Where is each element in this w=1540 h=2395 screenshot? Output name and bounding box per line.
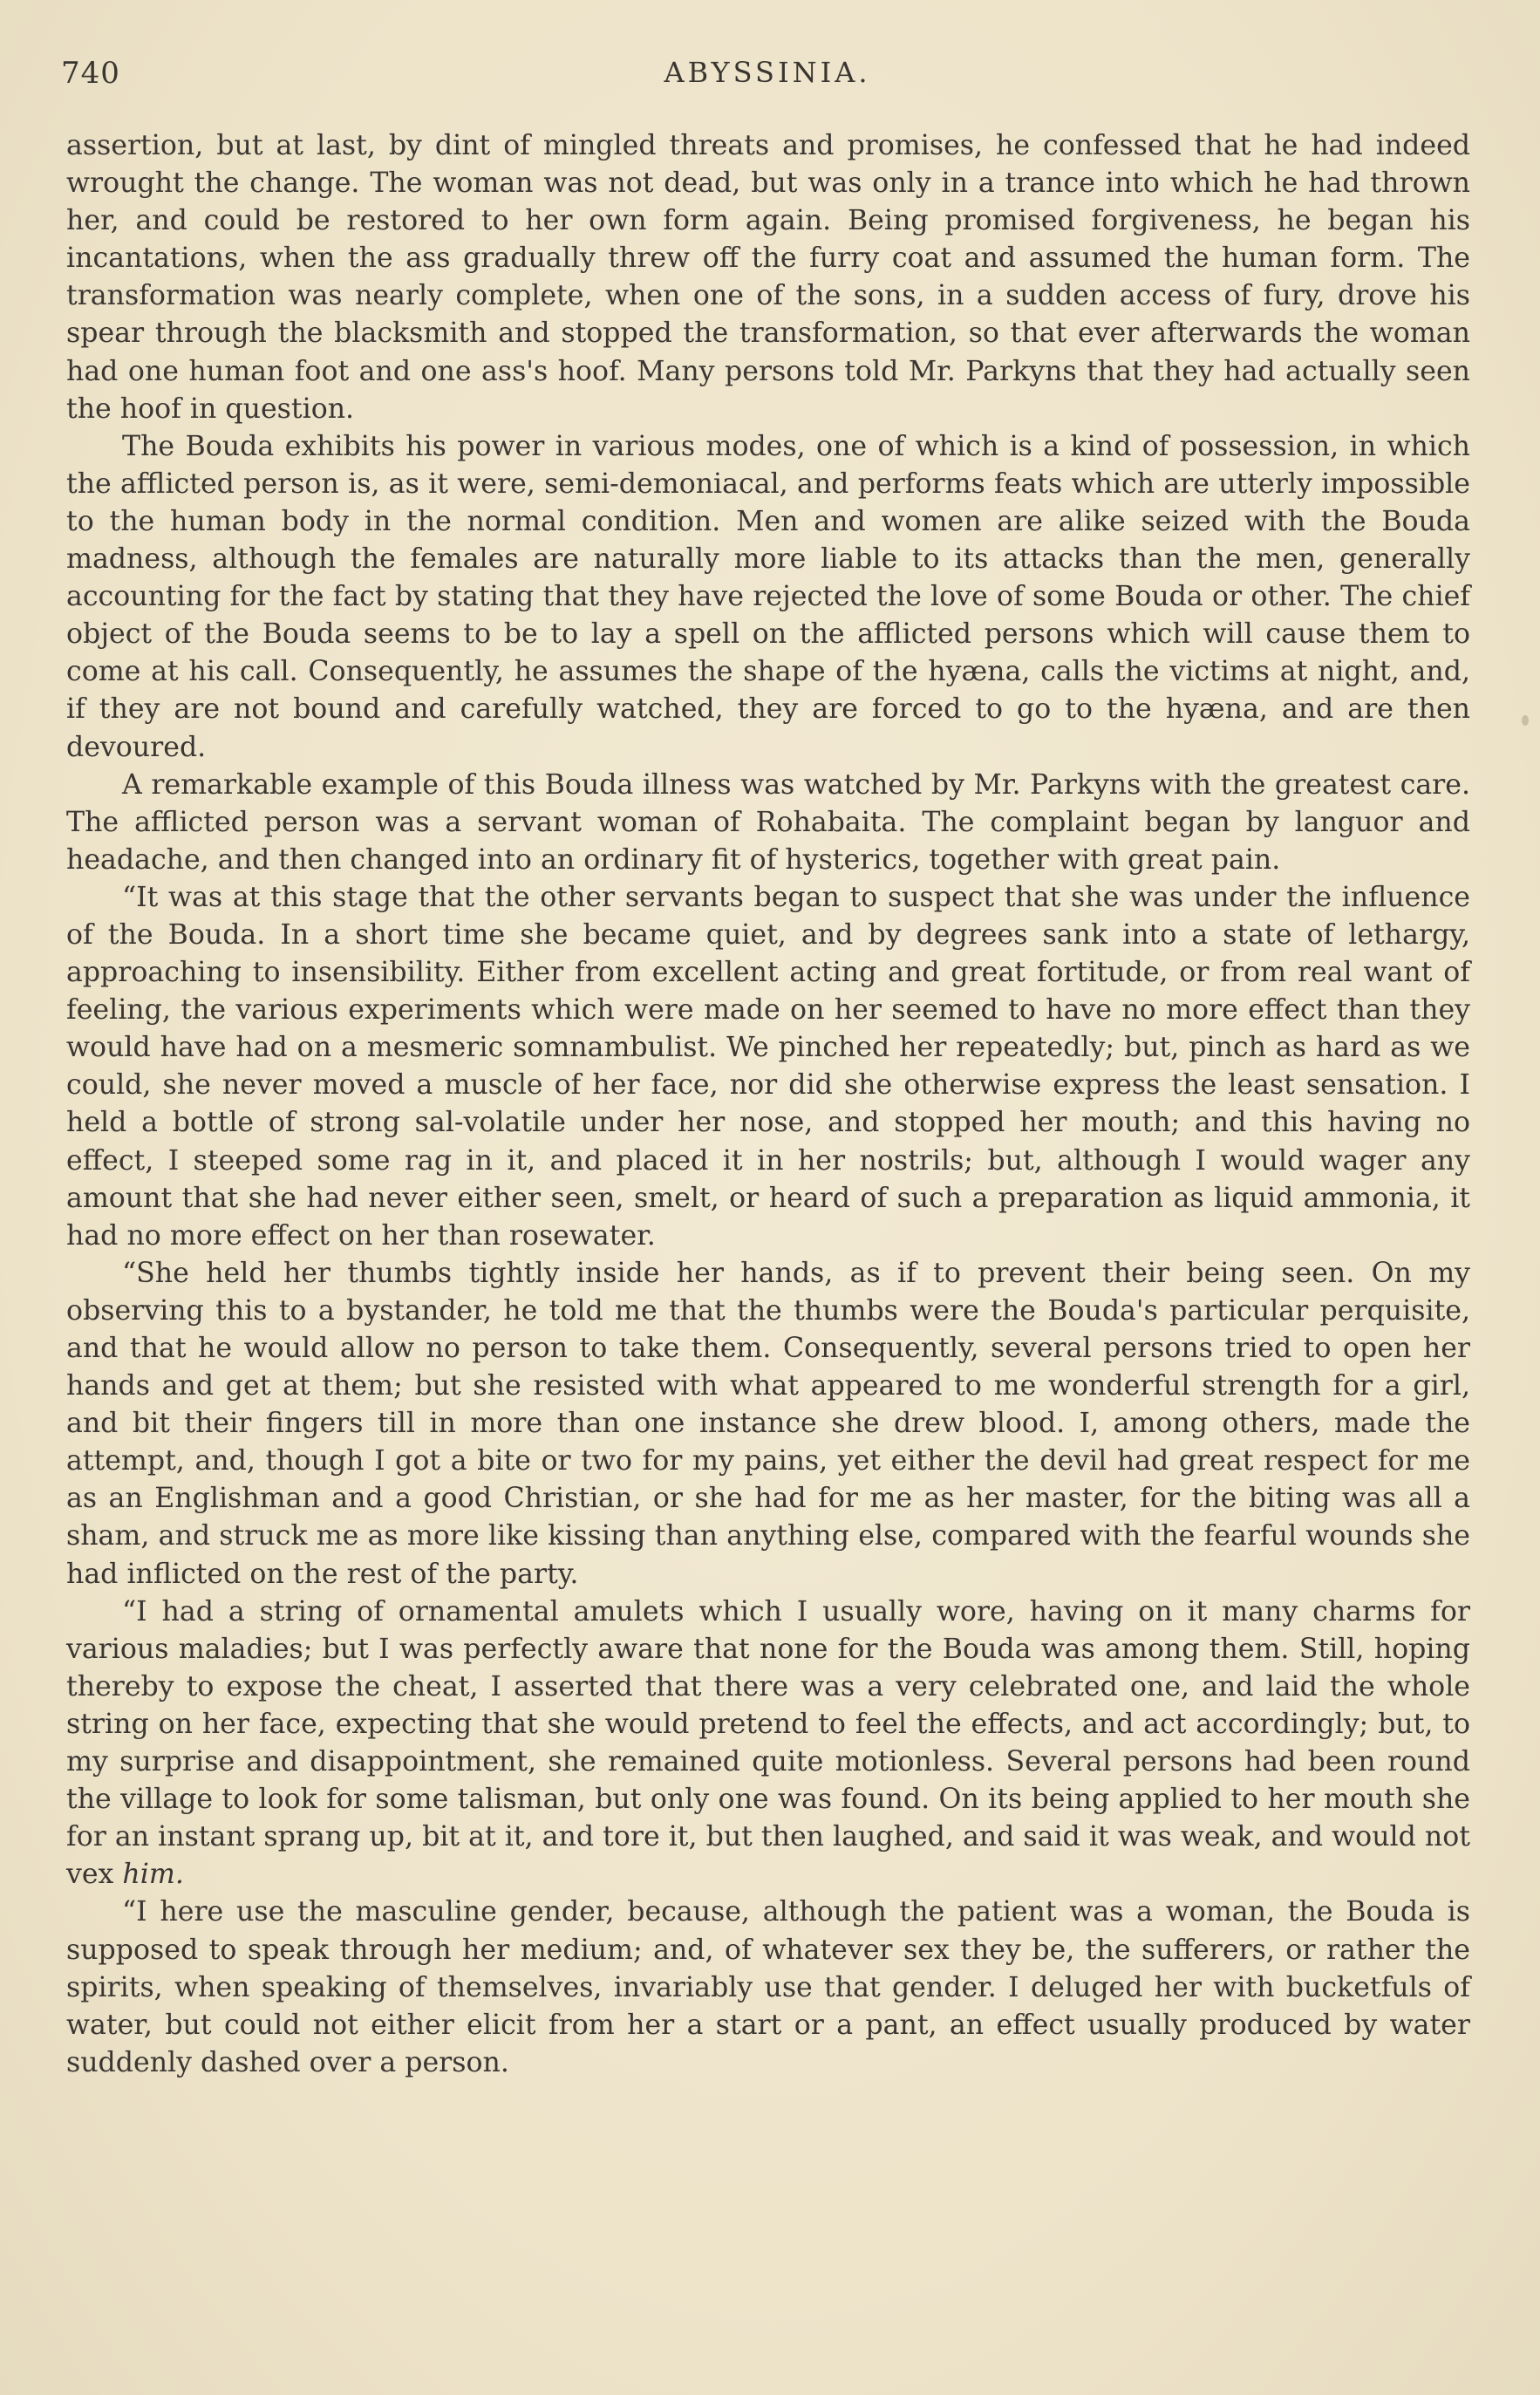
paragraph-4: “It was at this stage that the other servants began to suspect that she was under the influence of the Bouda. In a short time she became quiet, and by degrees sank into a state of lethargy, approaching to insensibility. Either from excellent acting and great fortitude, or from real want of feeling, the various experiments which were made on her seemed to have no more effect than they would have had on a mesmeric somnambulist. We pinched her repeatedly; but, pinch as hard as we could, she never moved a muscle of her face, nor did she otherwise express the least sensation. I held a bottle of strong sal-volatile under her nose, and stopped her mouth; and this having no effect, I steeped some rag in it, and placed it in her nostrils; but, although I would wager any amount that she had never either seen, smelt, or heard of such a preparation as liquid ammonia, it had no more effect on her than rosewater. [66, 881, 1470, 1252]
paragraph-3: A remarkable example of this Bouda illness was watched by Mr. Parkyns with the greatest care. The afflicted person was a servant woman of Rohabaita. The complaint began by languor and headache, and then changed into an ordinary fit of hysterics, together with great pain. [66, 768, 1470, 876]
running-title: ABYSSINIA. [664, 56, 871, 89]
paragraph-1: assertion, but at last, by dint of mingled threats and promises, he confessed that he had indeed wrought the change. The woman was not dead, but was only in a trance into which he had thrown her, and could be restored to her own form again. Being promised forgiveness, he began his incantations, when the ass gradually threw off the furry coat and assumed the human form. The transformation was nearly complete, when one of the sons, in a sudden access of fury, drove his spear through the blacksmith and stopped the transformation, so that ever afterwards the woman had one human foot and one ass's hoof. Many persons told Mr. Parkyns that they had actually seen the hoof in question. [66, 130, 1470, 425]
paragraph-6-text: “I had a string of ornamental amulets which I usually wore, having on it many charms for various maladies; but I was perfectly aware that none for the Bouda was among them. Still, hoping thereby to expose the cheat, I asserted that there was a very celebrated one, and laid the whole string on her face, expecting that she would pretend to feel the effects, and act accordingly; but, to my surprise and disappointment, she remained quite motionless. Several persons had been round the village to look for some talisman, but only one was found. On its being applied to her mouth she for an instant sprang up, bit at it, and tore it, but then laughed, and said it was weak, and would not vex [66, 1595, 1470, 1891]
page-header [61, 56, 1474, 108]
paragraph-7: “I here use the masculine gender, because, although the patient was a woman, the Bouda is supposed to speak through her medium; and, of whatever sex they be, the sufferers, or rather the spirits, when speaking of themselves, invariably use that gender. I deluged her with bucketfuls of water, but could not either elicit from her a start or a pant, an effect usually produced by water suddenly dashed over a person. [66, 1896, 1470, 2078]
paragraph-6 [66, 1593, 1470, 1894]
body-text [66, 127, 1470, 2082]
paragraph-2: The Bouda exhibits his power in various modes, one of which is a kind of possession, in which the afflicted person is, as it were, semi-demoniacal, and performs feats which are utterly impossible to the human body in the normal condition. Men and women are alike seized with the Bouda madness, although the females are naturally more liable to its attacks than the men, generally accounting for the fact by stating that they have rejected the love of some Bouda or other. The chief object of the Bouda seems to be to lay a spell on the afflicted persons which will cause them to come at his call. Consequently, he assumes the shape of the hyæna, calls the victims at night, and, if they are not bound and carefully watched, they are forced to go to the hyæna, and are then devoured. [66, 430, 1470, 763]
paragraph-6-emphasis: him. [122, 1859, 184, 1891]
paper-speck [1522, 715, 1529, 726]
page-number: 740 [61, 56, 120, 91]
paragraph-5: “She held her thumbs tightly inside her hands, as if to prevent their being seen. On my observing this to a bystander, he told me that the thumbs were the Bouda's particular perquisite, and that he would allow no person to take them. Consequently, several persons tried to open her hands and get at them; but she resisted with what appeared to me wonderful strength for a girl, and bit their fingers till in more than one instance she drew blood. I, among others, made the attempt, and, though I got a bite or two for my pains, yet either the devil had great respect for me as an Englishman and a good Christian, or she had for me as her master, for the biting was all a sham, and struck me as more like kissing than anything else, compared with the fearful wounds she had inflicted on the rest of the party. [66, 1257, 1470, 1590]
